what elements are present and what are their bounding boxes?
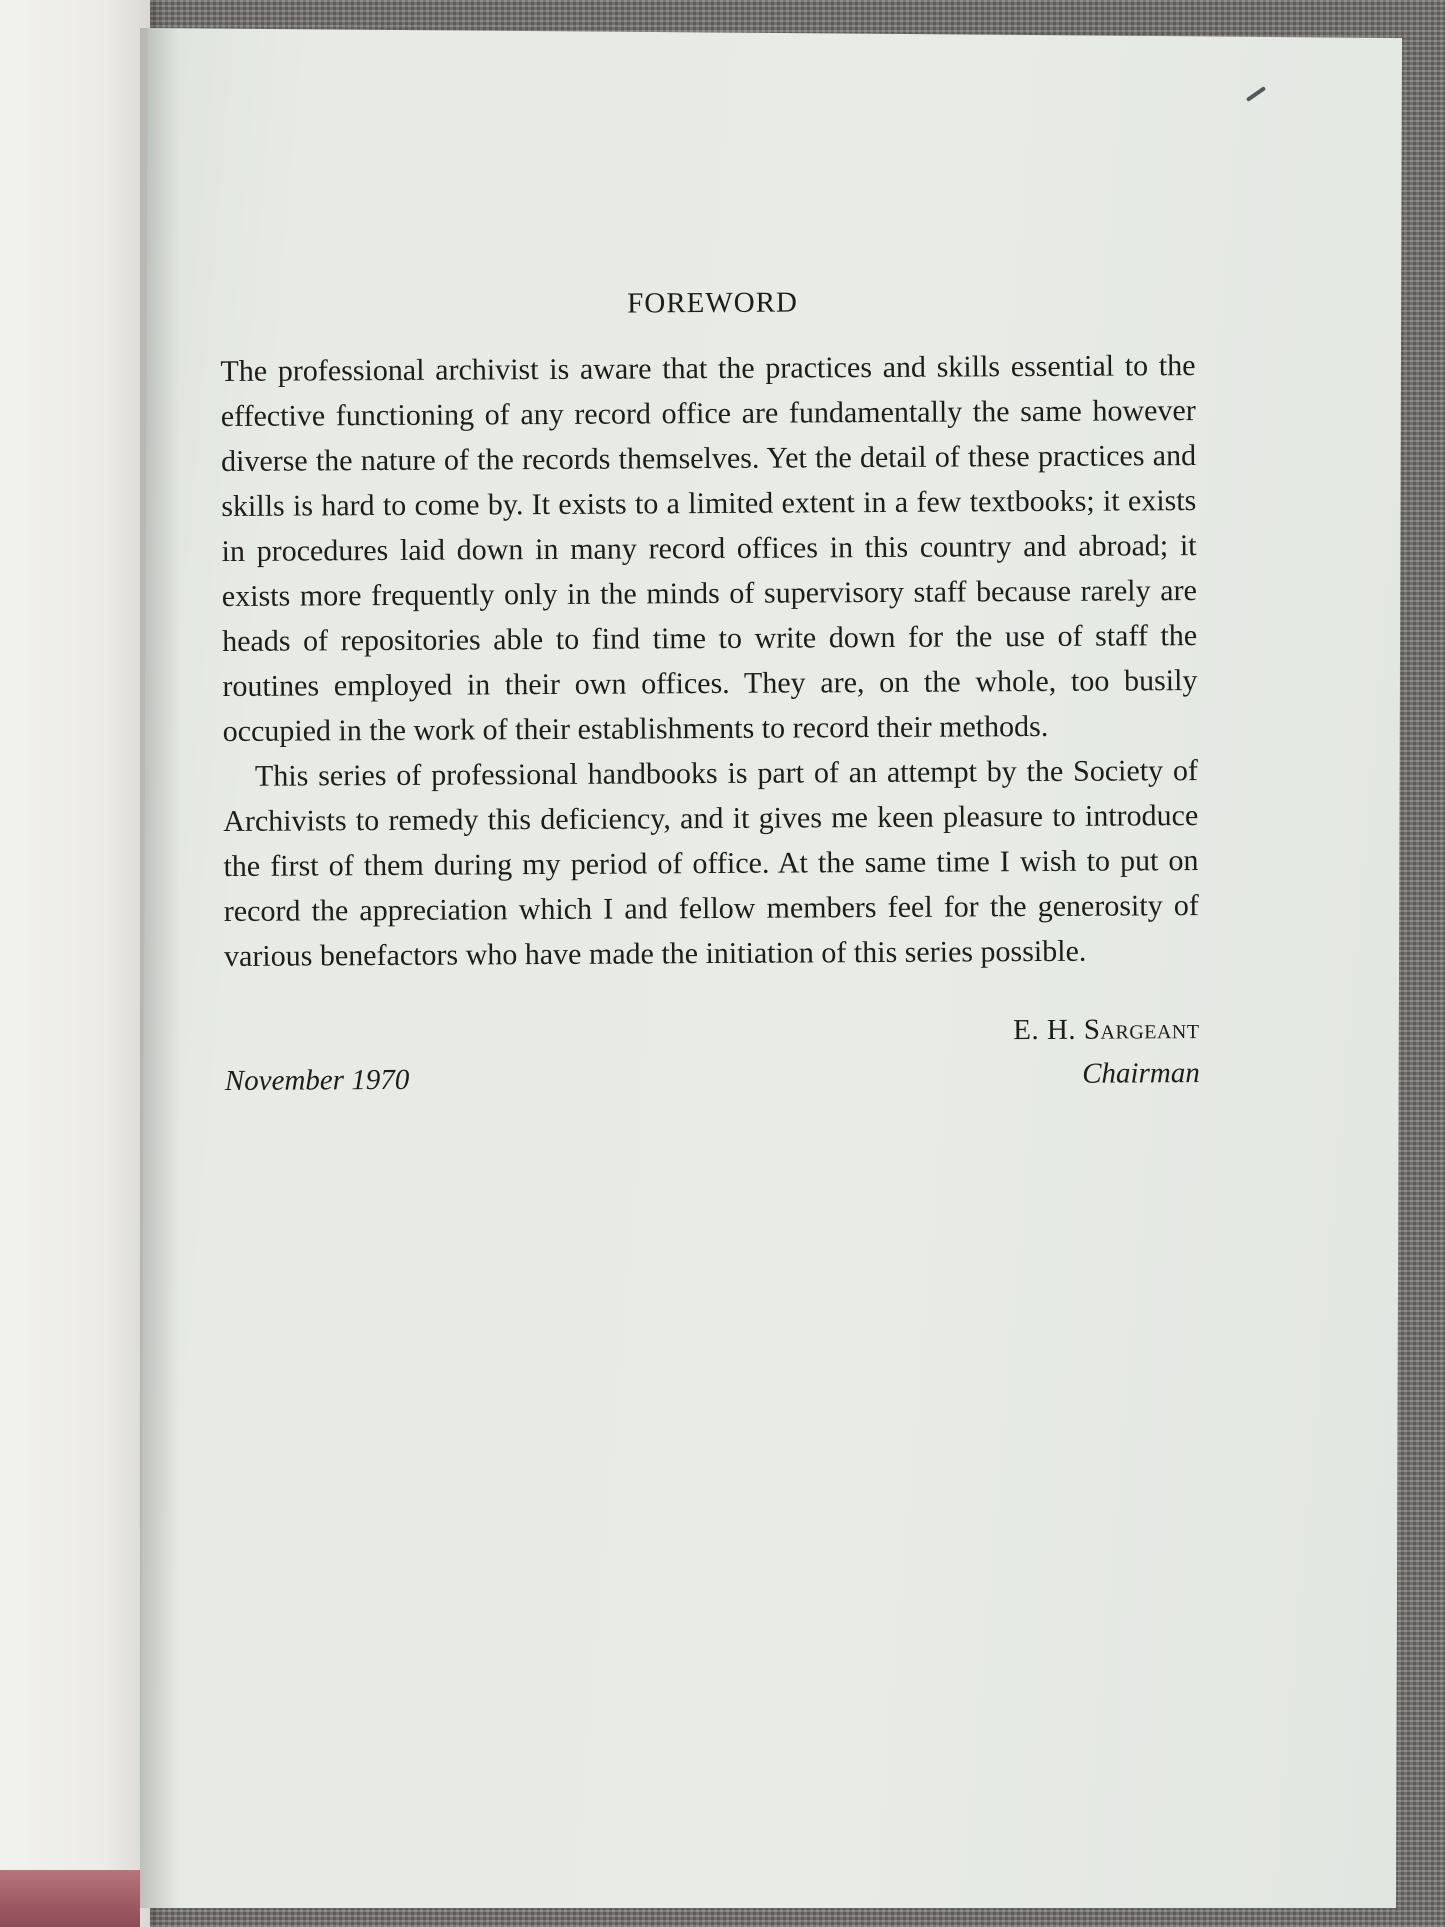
book-cover-edge (0, 1870, 140, 1927)
paragraph-1: The professional archivist is aware that the practices and skills essential to the effective functioning of any record office are fundamentally the same however diverse the nature of the records themselves. Yet the detail of these practices and skills is hard to come by. It exists to a limited extent in a few textbooks; it exists in procedures laid down in many record offices in this country and abroad; it exists more frequently only in the minds of supervisory staff because rarely are heads of repositories able to find time to write down for the use of staff the routines employed in their own offices. They are, on the whole, too busily occupied in the work of their establishments to record their methods. (220, 349, 1198, 748)
foreword-date: November 1970 (224, 1063, 410, 1097)
paragraph-2: This series of professional handbooks is part of an attempt by the Society of Archivists to remedy this deficiency, and it gives me keen pleasure to introduce the first of them during my period of office. At the same time I wish to put on record the appreciation which I and fellow members feel for the generosity of various benefactors who have made the initiation of this series possible. (223, 754, 1199, 973)
left-page-edge (0, 0, 150, 1927)
page-title: FOREWORD (627, 286, 799, 320)
signature-role: Chairman (1082, 1057, 1200, 1090)
foreword-text-block (220, 284, 1200, 1129)
gutter-shadow (140, 28, 180, 1908)
signature-block (224, 1013, 1200, 1129)
signature-name: E. H. Sargeant (1013, 1013, 1200, 1047)
